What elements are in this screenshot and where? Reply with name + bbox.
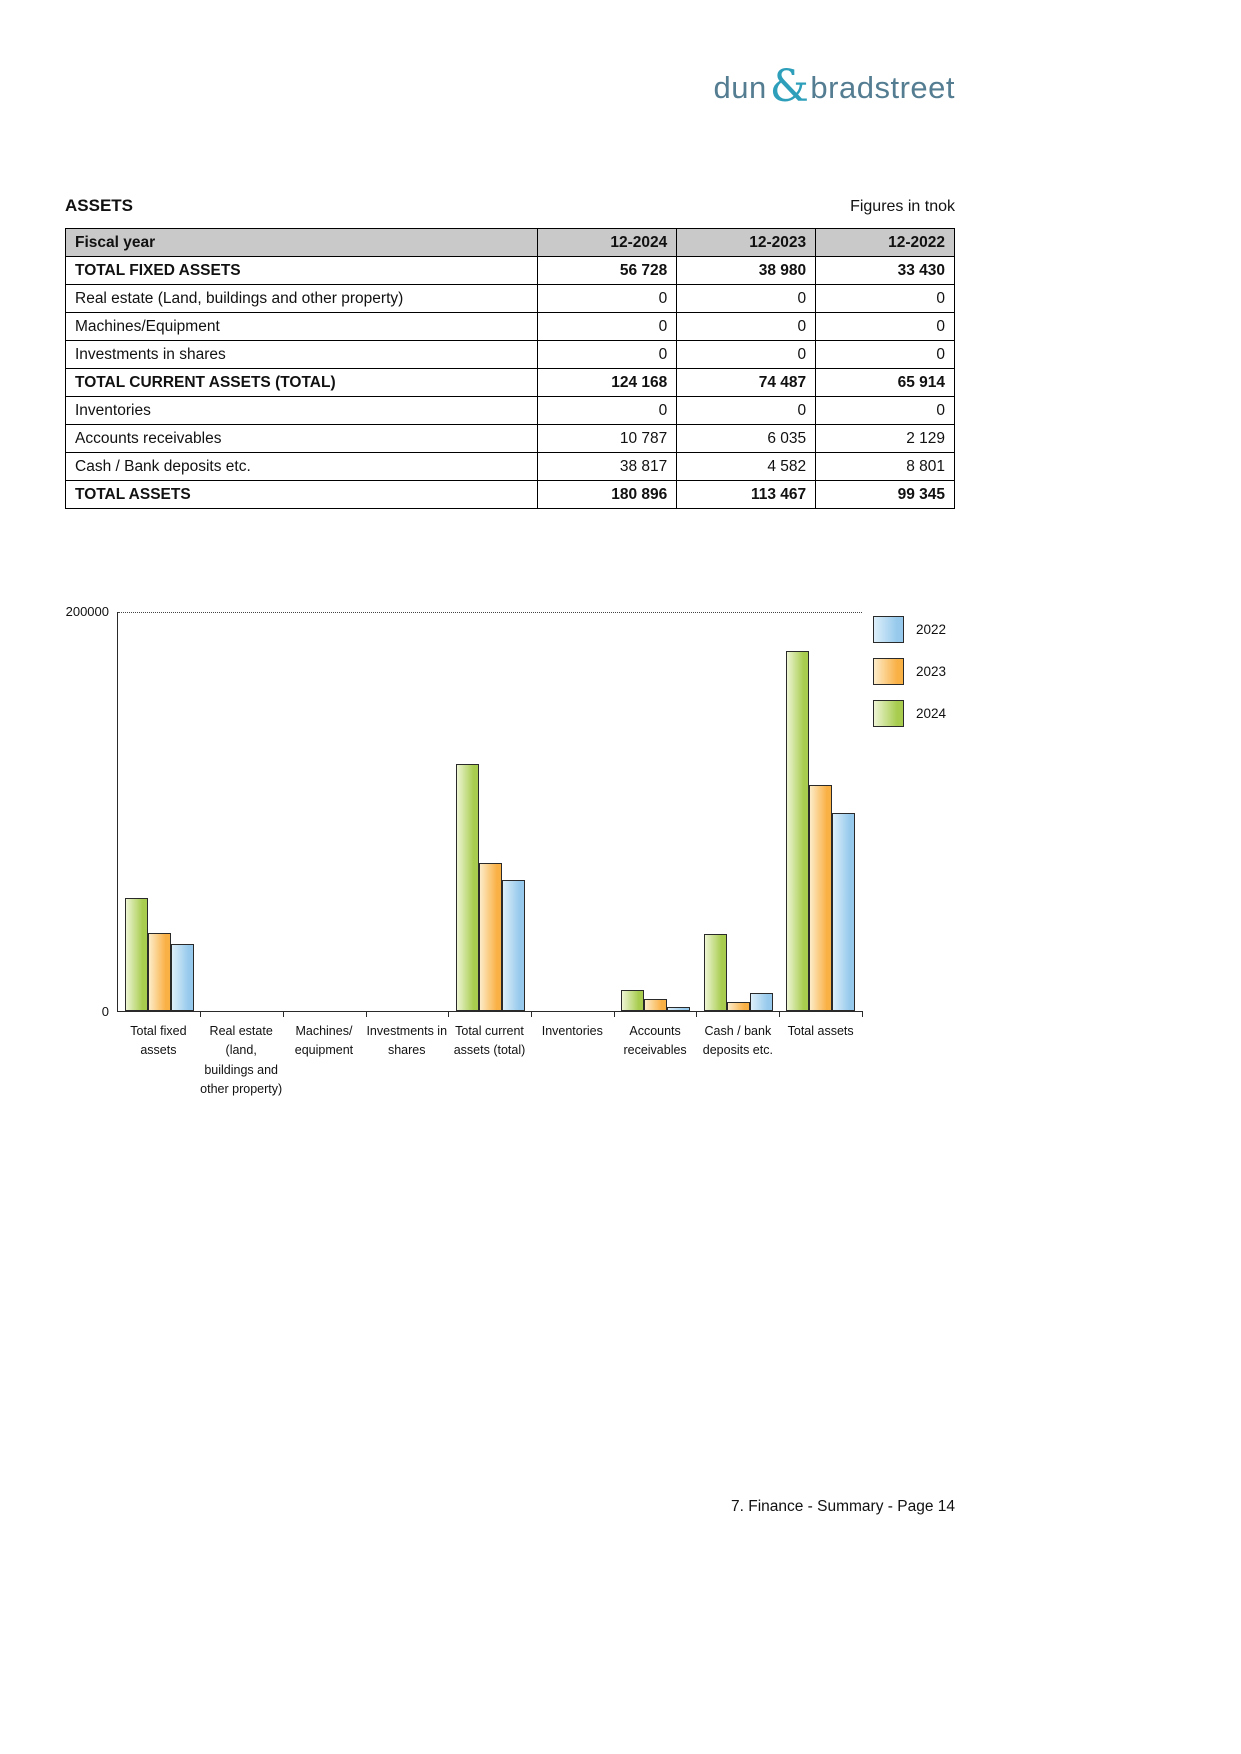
- bar-group: [614, 612, 697, 1011]
- bar-2022: [750, 993, 773, 1011]
- bar-2024: [621, 990, 644, 1011]
- row-value: 10 787: [538, 425, 677, 453]
- x-axis-label: Inventories: [541, 1024, 603, 1038]
- assets-table: [65, 228, 955, 509]
- section-header: [65, 196, 955, 216]
- legend-item: [873, 658, 946, 685]
- row-value: 33 430: [816, 257, 955, 285]
- table-row: [66, 481, 955, 509]
- x-axis-label: Investments in shares: [366, 1024, 448, 1058]
- y-axis-label-min: 0: [101, 1004, 109, 1019]
- legend-label: 2024: [916, 706, 947, 721]
- row-value: 124 168: [538, 369, 677, 397]
- row-value: 2 129: [816, 425, 955, 453]
- x-axis-label: Total assets: [787, 1024, 854, 1038]
- bar-group: [201, 612, 284, 1011]
- row-value: 74 487: [677, 369, 816, 397]
- bar-group: [779, 612, 862, 1011]
- row-value: 38 980: [677, 257, 816, 285]
- assets-bar-chart: [65, 606, 955, 1146]
- row-value: 0: [538, 397, 677, 425]
- row-value: 38 817: [538, 453, 677, 481]
- bar-2023: [479, 863, 502, 1011]
- bar-2023: [148, 933, 171, 1011]
- legend-item: [873, 700, 946, 727]
- page-footer: 7. Finance - Summary - Page 14: [731, 1498, 955, 1515]
- chart-groups: [118, 612, 862, 1011]
- row-value: 8 801: [816, 453, 955, 481]
- legend-swatch-2024: [873, 700, 904, 727]
- x-axis-label: Cash / bank deposits etc.: [702, 1024, 773, 1058]
- row-label: Accounts receivables: [66, 425, 538, 453]
- logo-ampersand: &: [769, 61, 810, 112]
- row-label: Inventories: [66, 397, 538, 425]
- row-label: TOTAL FIXED ASSETS: [66, 257, 538, 285]
- table-row: [66, 453, 955, 481]
- table-row: [66, 369, 955, 397]
- bar-2022: [502, 880, 525, 1011]
- legend-swatch-2023: [873, 658, 904, 685]
- x-axis-label: Total fixed assets: [130, 1024, 187, 1058]
- row-label: TOTAL ASSETS: [66, 481, 538, 509]
- chart-plot: [65, 604, 862, 1019]
- bar-2022: [171, 944, 194, 1011]
- x-axis-label: Real estate (land, buildings and other property): [200, 1024, 283, 1097]
- table-row: [66, 257, 955, 285]
- row-label: Machines/Equipment: [66, 313, 538, 341]
- figures-unit-note: Figures in tnok: [850, 198, 955, 215]
- bar-group: [449, 612, 532, 1011]
- row-value: 0: [677, 313, 816, 341]
- table-row: [66, 341, 955, 369]
- legend-label: 2022: [916, 622, 947, 637]
- row-label: Cash / Bank deposits etc.: [66, 453, 538, 481]
- legend-label: 2023: [916, 664, 947, 679]
- row-value: 99 345: [816, 481, 955, 509]
- row-value: 56 728: [538, 257, 677, 285]
- row-value: 113 467: [677, 481, 816, 509]
- logo-dun: dun: [713, 70, 767, 105]
- bar-2024: [456, 764, 479, 1011]
- table-row: [66, 397, 955, 425]
- row-label: Real estate (Land, buildings and other property): [66, 285, 538, 313]
- bar-group: [531, 612, 614, 1011]
- row-value: 0: [538, 313, 677, 341]
- row-label: TOTAL CURRENT ASSETS (TOTAL): [66, 369, 538, 397]
- bar-group: [283, 612, 366, 1011]
- table-header-cell: 12-2023: [677, 229, 816, 257]
- bar-2023: [727, 1002, 750, 1011]
- row-label: Investments in shares: [66, 341, 538, 369]
- chart-x-labels: [117, 1022, 862, 1100]
- x-axis-label: Machines/ equipment: [294, 1024, 354, 1058]
- table-row: [66, 285, 955, 313]
- row-value: 0: [677, 341, 816, 369]
- bar-2022: [667, 1007, 690, 1011]
- table-row: [66, 425, 955, 453]
- bar-group: [366, 612, 449, 1011]
- row-value: 0: [677, 397, 816, 425]
- row-value: 0: [816, 341, 955, 369]
- bar-2024: [704, 934, 727, 1011]
- bar-2022: [832, 813, 855, 1011]
- x-axis-label: Total current assets (total): [453, 1024, 526, 1058]
- row-value: 0: [677, 285, 816, 313]
- x-axis-label: Accounts receivables: [623, 1024, 687, 1058]
- table-row: [66, 313, 955, 341]
- row-value: 180 896: [538, 481, 677, 509]
- table-header-cell: Fiscal year: [66, 229, 538, 257]
- logo-bradstreet: bradstreet: [810, 70, 955, 105]
- row-value: 0: [538, 341, 677, 369]
- page-title: ASSETS: [65, 196, 134, 215]
- row-value: 6 035: [677, 425, 816, 453]
- table-header-cell: 12-2022: [816, 229, 955, 257]
- y-axis-label-max: 200000: [65, 604, 109, 619]
- row-value: 0: [816, 285, 955, 313]
- bar-2023: [809, 785, 832, 1011]
- row-value: 0: [538, 285, 677, 313]
- bar-group: [697, 612, 780, 1011]
- bar-2023: [644, 999, 667, 1011]
- row-value: 65 914: [816, 369, 955, 397]
- bar-2024: [786, 651, 809, 1011]
- legend-swatch-2022: [873, 616, 904, 643]
- row-value: 0: [816, 313, 955, 341]
- dunbradstreet-logo: [713, 61, 955, 112]
- chart-legend: [873, 616, 946, 742]
- row-value: 0: [816, 397, 955, 425]
- table-header-cell: 12-2024: [538, 229, 677, 257]
- table-header-row: [66, 229, 955, 257]
- bar-2024: [125, 898, 148, 1011]
- bar-group: [118, 612, 201, 1011]
- row-value: 4 582: [677, 453, 816, 481]
- legend-item: [873, 616, 946, 643]
